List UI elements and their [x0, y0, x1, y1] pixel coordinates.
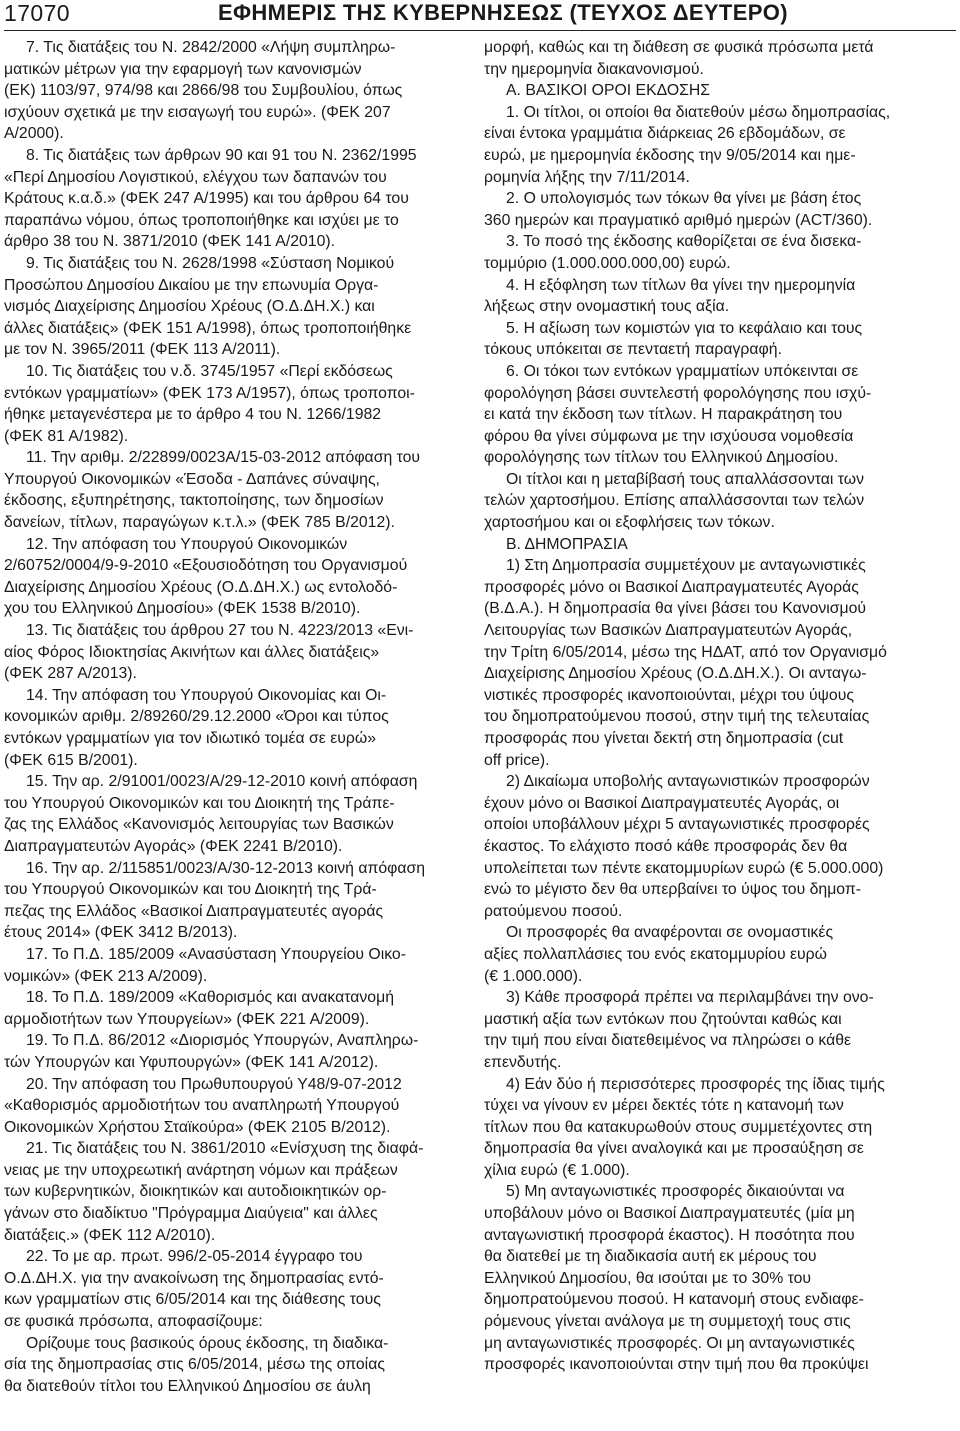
- paragraph: Β. ΔΗΜΟΠΡΑΣΙΑ: [506, 535, 628, 553]
- paragraph: 3. Το ποσό της έκδοσης καθορίζεται σε ένα δισεκα- τομμύριο (1.000.000.000,00) ευρώ.: [484, 233, 862, 272]
- paragraph: μορφή, καθώς και τη διάθεση σε φυσικά πρόσωπα μετά την ημερομηνία διακανονισμού.: [484, 39, 874, 78]
- page-number: 17070: [4, 0, 70, 26]
- paragraph: 17. Το Π.Δ. 185/2009 «Ανασύσταση Υπουργείου Οικο- νομικών» (ΦΕΚ 213 Α/2009).: [4, 945, 406, 985]
- header-rule: [4, 30, 956, 31]
- paragraph: 15. Την αρ. 2/91001/0023/Α/29-12-2010 κοινή απόφαση του Υπουργού Οικονομικών και του Διοικητή της Τράπε- ζας της Ελλάδος «Κανονισμός λειτουργίας των Βασικών Διαπραγματευτών Αγοράς» (ΦΕΚ 2241 Β/2010).: [4, 773, 418, 855]
- paragraph: 7. Τις διατάξεις του Ν. 2842/2000 «Λήψη συμπληρω- ματικών μέτρων για την εφαρμογή των κανονισμών (ΕΚ) 1103/97, 974/98 και 2866/98 του Συμβουλίου, όπως ισχύουν σχετικά με την εισαγωγή του ευρώ». (ΦΕΚ 207 Α/2000).: [4, 39, 403, 143]
- paragraph: 18. Το Π.Δ. 189/2009 «Καθορισμός και ανακατανομή αρμοδιοτήτων των Υπουργείων» (ΦΕΚ 221 Α/2009).: [4, 989, 394, 1028]
- paragraph: 16. Την αρ. 2/115851/0023/Α/30-12-2013 κοινή απόφαση του Υπουργού Οικονομικών και του Διοικητή της Τρά- πεζας της Ελλάδος «Βασικοί Διαπραγματευτές αγοράς έτους 2014» (ΦΕΚ 3412 Β/2013).: [4, 859, 426, 942]
- paragraph: 11. Την αριθμ. 2/22899/0023Α/15-03-2012 απόφαση του Υπουργού Οικονομικών «Έσοδα - Δαπάνες σύναψης, έκδοσης, εξυπηρέτησης, τακτοποίησης, των δημοσίων δανείων, τίτλων, παραγώγων κ.τ.λ.» (ΦΕΚ 785 Β/2012).: [4, 449, 421, 532]
- paragraph: Α. ΒΑΣΙΚΟΙ ΟΡΟΙ ΕΚΔΟΣΗΣ: [506, 82, 711, 100]
- paragraph: 14. Την απόφαση του Υπουργού Οικονομίας και Οι- κονομικών αριθμ. 2/89260/29.12.2000 «Όροι και τύπος εντόκων γραμματίων για τον ιδιωτικό τομέα σε ευρώ» (ΦΕΚ 615 Β/2001).: [4, 686, 389, 769]
- right-column: [484, 37, 957, 1376]
- paragraph: 4) Εάν δύο ή περισσότερες προσφορές της ίδιας τιμής τύχει να γίνουν εν μέρει δεκτές τότε η κατανομή των τίτλων που θα κατακυρωθούν στους συμμετέχοντες στη δημοπρασία θα γίνει αναλογικά και με προσαύξηση σε χίλια ευρώ (€ 1.000).: [484, 1075, 885, 1179]
- paragraph: 9. Τις διατάξεις του Ν. 2628/1998 «Σύσταση Νομικού Προσώπου Δημοσίου Δικαίου με την επωνυμία Οργα- νισμός Διαχείρισης Δημοσίου Χρέους (Ο.Δ.ΔΗ.Χ.) και άλλες διατάξεις» (ΦΕΚ 151 Α/1998), όπως τροποποιήθηκε με τον Ν. 3965/2011 (ΦΕΚ 113 Α/2011).: [4, 254, 412, 359]
- paragraph: 22. Το με αρ. πρωτ. 996/2-05-2014 έγγραφο του Ο.Δ.ΔΗ.Χ. για την ανακοίνωση της δημοπρασίας εντό- κων γραμματίων στις 6/05/2014 και της διάθεσης τους σε φυσικά πρόσωπα, αποφασίζουμε:: [4, 1248, 384, 1331]
- paragraph: 20. Την απόφαση του Πρωθυπουργού Υ48/9-07-2012 «Καθορισμός αρμοδιοτήτων του αναπληρωτή Υπουργού Οικονομικών Χρήστου Σταϊκούρα» (ΦΕΚ 2105 Β/2012).: [4, 1075, 402, 1136]
- paragraph: 13. Τις διατάξεις του άρθρου 27 του Ν. 4223/2013 «Ενι- αίος Φόρος Ιδιοκτησίας Ακινήτων και άλλες διατάξεις» (ΦΕΚ 287 Α/2013).: [4, 622, 414, 683]
- paragraph: Οι προσφορές θα αναφέρονται σε ονομαστικές αξίες πολλαπλάσιες του ενός εκατομμυρίου ευρώ (€ 1.000.000).: [484, 924, 834, 985]
- paragraph: 4. Η εξόφληση των τίτλων θα γίνει την ημερομηνία λήξεως στην ονομαστική τους αξία.: [484, 276, 856, 316]
- paragraph: 10. Τις διατάξεις του ν.δ. 3745/1957 «Περί εκδόσεως εντόκων γραμματίων» (ΦΕΚ 173 Α/1957), όπως τροποποι- ήθηκε μεταγενέστερα με το άρθρο 4 του Ν. 1266/1982 (ΦΕΚ 81 Α/1982).: [4, 362, 415, 445]
- paragraph: 5) Μη ανταγωνιστικές προσφορές δικαιούνται να υποβάλουν μόνο οι Βασικοί Διαπραγματευτές (μία μη ανταγωνιστική προσφορά έκαστος). Η ποσότητα που θα διατεθεί με τη διαδικασία αυτή εκ μέρους του Ελληνικού Δημοσίου, θα ισούται με το 30% του δημοπρατούμενου ποσού. Η κατανομή στους ενδιαφε- ρόμενους γίνεται ανάλογα με τη συμμετοχή τους στις μη ανταγωνιστικές προσφορές. Οι μη ανταγωνιστικές προσφορές ικανοποιούνται στην τιμή που θα προκύψει: [484, 1183, 869, 1374]
- paragraph: 5. Η αξίωση των κομιστών για το κεφάλαιο και τους τόκους υπόκειται σε πενταετή παραγραφή.: [484, 319, 863, 359]
- paragraph: Οι τίτλοι και η μεταβίβασή τους απαλλάσσονται των τελών χαρτοσήμου. Επίσης απαλλάσσονται των τελών χαρτοσήμου και οι εξοφλήσεις των τόκων.: [484, 470, 865, 532]
- paragraph: 3) Κάθε προσφορά πρέπει να περιλαμβάνει την ονο- μαστική αξία των εντόκων που ζητούνται καθώς και την τιμή που είναι διατεθειμένος να πληρώσει ο κάθε επενδυτής.: [484, 989, 874, 1071]
- left-column: [4, 37, 477, 1397]
- paragraph: 19. Το Π.Δ. 86/2012 «Διορισμός Υπουργών, Αναπληρω- τών Υπουργών και Υφυπουργών» (ΦΕΚ 141 Α/2012).: [4, 1032, 419, 1071]
- paragraph: 6. Οι τόκοι των εντόκων γραμματίων υπόκεινται σε φορολόγηση βάσει συντελεστή φορολόγησης που ισχύ- ει κατά την έκδοση των τίτλων. Η παρακράτηση του φόρου θα γίνει σύμφωνα με την ισχύουσα νομοθεσία φορολόγησης των τίτλων του Ελληνικού Δημοσίου.: [484, 362, 872, 467]
- paragraph: 2) Δικαίωμα υποβολής ανταγωνιστικών προσφορών έχουν μόνο οι Βασικοί Διαπραγματευτές Αγοράς, οι οποίοι υποβάλλουν μέχρι 5 ανταγωνιστικές προσφορές έκαστος. Το ελάχιστο ποσό κάθε προσφοράς δεν θα υπολείπεται των πέντε εκατομμυρίων ευρώ (€ 5.000.000) ενώ το μέγιστο δεν θα υπερβαίνει το ύψος του δημοπ- ρατούμενου ποσού.: [484, 773, 884, 920]
- paragraph: 21. Τις διατάξεις του Ν. 3861/2010 «Ενίσχυση της διαφά- νειας με την υποχρεωτική ανάρτηση νόμων και πράξεων των κυβερνητικών, διοικητικών και αυτοδιοικητικών ορ- γάνων στο διαδίκτυο "Πρόγραμμα Διαύγεια" και άλλες διατάξεις.» (ΦΕΚ 112 Α/2010).: [4, 1140, 424, 1244]
- paragraph: 1) Στη Δημοπρασία συμμετέχουν με ανταγωνιστικές προσφορές μόνο οι Βασικοί Διαπραγματευτές Αγοράς (Β.Δ.Α.). Η δημοπρασία θα γίνει βάσει του Κανονισμού Λειτουργίας των Βασικών Διαπραγματευτών Αγοράς, την Τρίτη 6/05/2014, μέσω της ΗΔΑΤ, από τον Οργανισμό Διαχείρισης Δημοσίου Χρέους (Ο.Δ.ΔΗ.Χ.). Οι ανταγω- νιστικές προσφορές ικανοποιούνται, μέχρι του ύψους του δημοπρατούμενου ποσού, στην τιμή της τελευταίας προσφοράς που γίνεται δεκτή στη δημοπρασία (cut off price).: [484, 557, 887, 769]
- gazette-title: ΕΦΗΜΕΡΙΣ ΤΗΣ ΚΥΒΕΡΝΗΣΕΩΣ (ΤΕΥΧΟΣ ΔΕΥΤΕΡΟ): [218, 0, 788, 25]
- paragraph: Ορίζουμε τους βασικούς όρους έκδοσης, τη διαδικα- σία της δημοπρασίας στις 6/05/2014, μέσω της οποίας θα διατεθούν τίτλοι του Ελληνικού Δημοσίου σε άυλη: [4, 1334, 389, 1395]
- paragraph: 12. Την απόφαση του Υπουργού Οικονομικών 2/60752/0004/9-9-2010 «Εξουσιοδότηση του Οργανισμού Διαχείρισης Δημοσίου Χρέους (Ο.Δ.ΔΗ.Χ.) ως εντολοδό- χου του Ελληνικού Δημοσίου» (ΦΕΚ 1538 Β/2010).: [4, 535, 408, 618]
- paragraph: 2. Ο υπολογισμός των τόκων θα γίνει με βάση έτος 360 ημερών και πραγματικό αριθμό ημερών (ACT/360).: [484, 190, 873, 229]
- paragraph: 1. Οι τίτλοι, οι οποίοι θα διατεθούν μέσω δημοπρασίας, είναι έντοκα γραμμάτια διάρκειας 26 εβδομάδων, σε ευρώ, με ημερομηνία έκδοσης την 9/05/2014 και ημε- ρομηνία λήξης την 7/11/2014.: [484, 103, 891, 186]
- paragraph: 8. Τις διατάξεις των άρθρων 90 και 91 του Ν. 2362/1995 «Περί Δημοσίου Λογιστικού, ελέγχου των δαπανών του Κράτους κ.α.δ.» (ΦΕΚ 247 Α/1995) και του άρθρου 64 του παραπάνω νόμου, όπως τροποποιήθηκε και ισχύει με το άρθρο 38 του Ν. 3871/2010 (ΦΕΚ 141 Α/2010).: [4, 146, 417, 251]
